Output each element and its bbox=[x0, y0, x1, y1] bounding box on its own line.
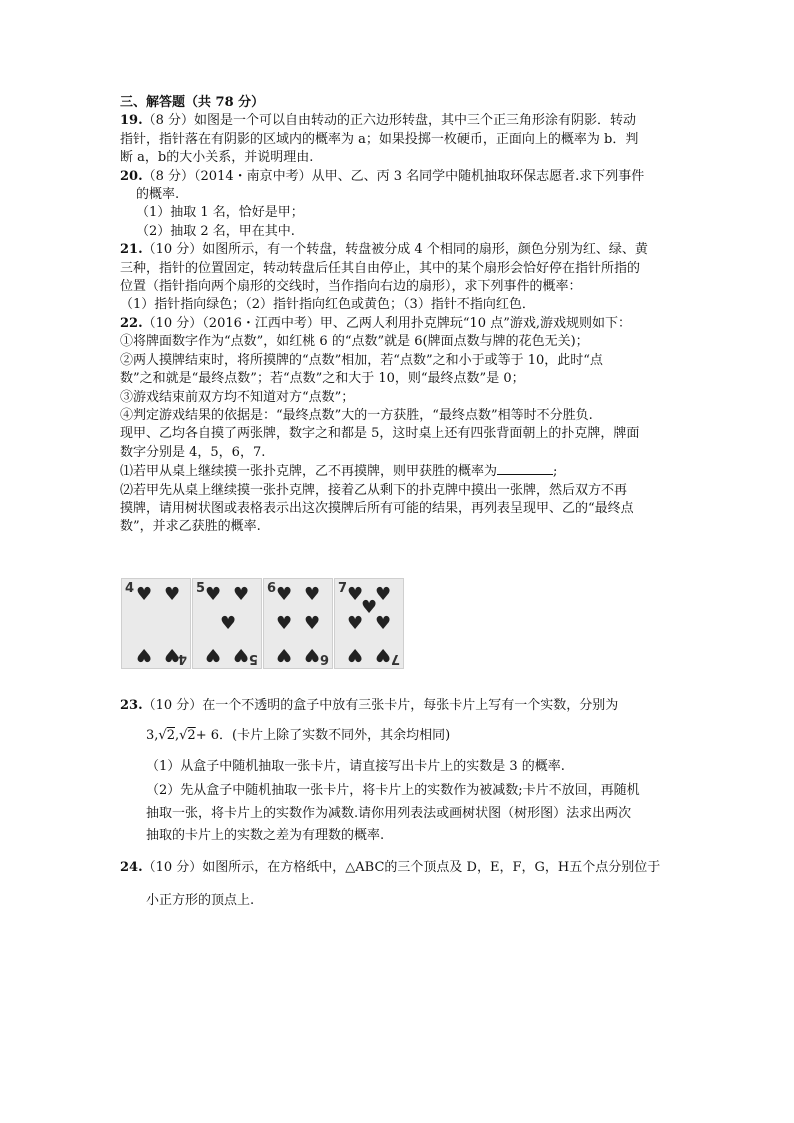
q23-line-4: （2）先从盒子中随机抽取一张卡片，将卡片上的实数作为被减数;卡片不放回，再随机 bbox=[146, 783, 640, 799]
card-7-hearts bbox=[334, 578, 404, 669]
q23-line-6: 抽取的卡片上的实数之差为有理数的概率. bbox=[146, 828, 385, 844]
heart-icon: ♥ bbox=[276, 644, 293, 665]
heart-icon: ♥ bbox=[304, 584, 321, 605]
heart-icon: ♥ bbox=[136, 584, 153, 605]
q22-line-11: 摸牌，请用树状图或表格表示出这次摸牌后所有可能的结果，再列表呈现甲、乙的“最终点 bbox=[120, 500, 634, 516]
q22-line-9: ⑴若甲从桌上继续摸一张扑克牌，乙不再摸牌，则甲获胜的概率为 ; bbox=[120, 464, 558, 480]
heart-icon: ♥ bbox=[375, 613, 392, 634]
card-5-hearts bbox=[192, 578, 262, 669]
q22-line-3: ②两人摸牌结束时，将所摸牌的“点数”相加，若“点数”之和小于或等于 10，此时“点 bbox=[120, 352, 603, 368]
q19-line-3: 断 a，b的大小关系，并说明理由. bbox=[120, 150, 314, 166]
heart-icon: ♥ bbox=[220, 613, 237, 634]
card-rank: 5 bbox=[196, 581, 206, 596]
q20-line-3: （1）抽取 1 名，恰好是甲； bbox=[136, 205, 304, 221]
card-rank: 4 bbox=[125, 581, 135, 596]
q24-line-1: 24.（10 分）如图所示，在方格纸中，△ABC的三个顶点及 D，E，F，G，H五个点分别位于 bbox=[120, 860, 661, 876]
q20-line-2: 的概率. bbox=[136, 187, 180, 203]
heart-icon: ♥ bbox=[136, 644, 153, 665]
card-rank: 6 bbox=[319, 651, 329, 666]
q22-line-10: ⑵若甲先从桌上继续摸一张扑克牌，接着乙从剩下的扑克牌中摸出一张牌，然后双方不再 bbox=[120, 482, 628, 498]
heart-icon: ♥ bbox=[375, 644, 392, 665]
heart-icon: ♥ bbox=[375, 584, 392, 605]
playing-cards-figure bbox=[121, 578, 408, 670]
q21-line-4: （1）指针指向绿色；（2）指针指向红色或黄色；（3）指针不指向红色． bbox=[120, 297, 535, 313]
q22-line-5: ③游戏结束前双方均不知道对方“点数”； bbox=[120, 389, 355, 405]
q23-block bbox=[120, 697, 680, 910]
heart-icon: ♥ bbox=[233, 644, 250, 665]
card-rank: 4 bbox=[177, 651, 187, 666]
q22-line-1: 22.（10 分）（2016・江西中考）甲、乙两人利用扑克牌玩“10 点”游戏,游戏规则如下： bbox=[120, 315, 631, 331]
q22-line-4: 数”之和就是“最终点数”；若“点数”之和大于 10，则“最终点数”是 0； bbox=[120, 371, 525, 387]
q21-line-1: 21.（10 分）如图所示，有一个转盘，转盘被分成 4 个相同的扇形，颜色分别为红、绿、黄 bbox=[120, 242, 648, 258]
card-rank: 7 bbox=[338, 581, 348, 596]
heart-icon: ♥ bbox=[304, 644, 321, 665]
q24-line-2: 小正方形的顶点上. bbox=[146, 892, 255, 908]
q23-line-3: （1）从盒子中随机抽取一张卡片，请直接写出卡片上的实数是 3 的概率. bbox=[146, 758, 565, 774]
heart-icon: ♥ bbox=[205, 584, 222, 605]
card-6-hearts bbox=[263, 578, 333, 669]
heart-icon: ♥ bbox=[205, 644, 222, 665]
heart-icon: ♥ bbox=[276, 613, 293, 634]
q22-line-6: ④判定游戏结果的依据是：“最终点数”大的一方获胜，“最终点数”相等时不分胜负. bbox=[120, 407, 593, 423]
q20-line-1: 20.（8 分）（2014・南京中考）从甲、乙、丙 3 名同学中随机抽取环保志愿者.求下列事件 bbox=[120, 168, 645, 184]
q23-line-5: 抽取一张，将卡片上的实数作为减数.请你用列表法或画树状图（树形图）法求出两次 bbox=[146, 805, 632, 821]
answer-blank bbox=[497, 462, 553, 475]
q20-line-4: （2）抽取 2 名，甲在其中. bbox=[136, 223, 295, 239]
q24-number: 24. bbox=[120, 860, 143, 876]
q22-line-12: 数”，并求乙获胜的概率. bbox=[120, 519, 261, 535]
heart-icon: ♥ bbox=[347, 644, 364, 665]
q22-number: 22. bbox=[120, 315, 143, 331]
q19-number: 19. bbox=[120, 113, 143, 129]
document-body bbox=[120, 94, 680, 537]
card-rank: 5 bbox=[248, 651, 258, 666]
card-rank: 7 bbox=[390, 651, 400, 666]
heart-icon: ♥ bbox=[276, 584, 293, 605]
q21-line-3: 位置（指针指向两个扇形的交线时，当作指向右边的扇形），求下列事件的概率： bbox=[120, 279, 582, 295]
card-rank: 6 bbox=[267, 581, 277, 596]
q23-line-1: 23.（10 分）在一个不透明的盒子中放有三张卡片，每张卡片上写有一个实数，分别为 bbox=[120, 698, 619, 713]
heart-icon: ♥ bbox=[233, 584, 250, 605]
q22-line-8: 数字分别是 4，5，6，7. bbox=[120, 444, 266, 460]
q23-number: 23. bbox=[120, 698, 143, 713]
heart-icon: ♥ bbox=[164, 644, 181, 665]
heart-icon: ♥ bbox=[361, 597, 378, 618]
heart-icon: ♥ bbox=[164, 584, 181, 605]
q21-number: 21. bbox=[120, 242, 143, 258]
q19-line-1: 19.（8 分）如图是一个可以自由转动的正六边形转盘，其中三个正三角形涂有阴影．转动 bbox=[120, 113, 637, 129]
heart-icon: ♥ bbox=[347, 613, 364, 634]
q23-line-2: 3,√2,√2+ 6．(卡片上除了实数不同外，其余均相同) bbox=[146, 728, 451, 744]
q22-line-7: 现甲、乙均各自摸了两张牌，数字之和都是 5，这时桌上还有四张背面朝上的扑克牌，牌面 bbox=[120, 426, 640, 442]
q20-number: 20. bbox=[120, 168, 143, 184]
card-4-hearts bbox=[121, 578, 191, 669]
heart-icon: ♥ bbox=[304, 613, 321, 634]
q21-line-2: 三种，指针的位置固定，转动转盘后任其自由停止，其中的某个扇形会恰好停在指针所指的 bbox=[120, 260, 641, 276]
q19-line-2: 指针，指针落在有阴影的区域内的概率为 a；如果投掷一枚硬币，正面向上的概率为 b．判 bbox=[120, 131, 639, 147]
section-title: 三、解答题（共 78 分） bbox=[120, 95, 265, 110]
q22-line-2: ①将牌面数字作为“点数”，如红桃 6 的“点数”就是 6(牌面点数与牌的花色无关)； bbox=[120, 334, 589, 350]
heart-icon: ♥ bbox=[347, 584, 364, 605]
